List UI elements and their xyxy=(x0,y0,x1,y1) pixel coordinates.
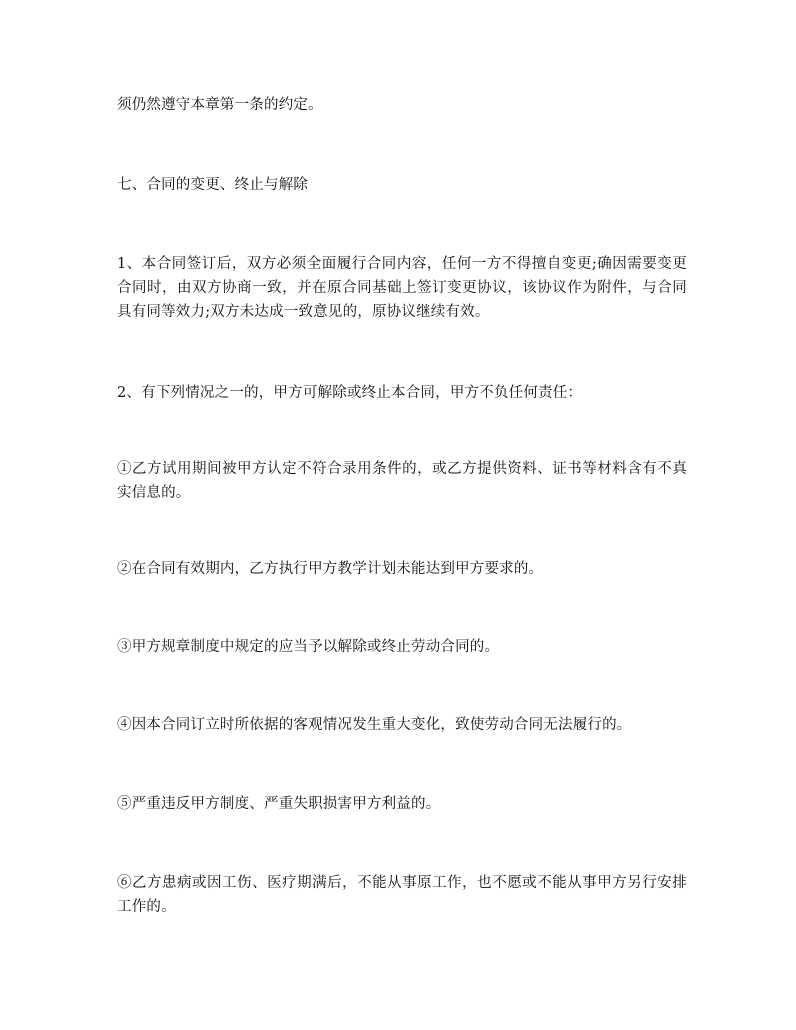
section-heading: 七、合同的变更、终止与解除 xyxy=(117,177,309,193)
list-item-6: ⑥乙方患病或因工伤、医疗期满后，不能从事原工作，也不愿或不能从事甲方另行安排工作的。 xyxy=(117,875,687,915)
paragraph-clause-1: 1、本合同签订后，双方必须全面履行合同内容，任何一方不得擅自变更;确因需要变更合同时，由双方协商一致，并在原合同基础上签订变更协议，该协议作为附件，与合同具有同等效力;双方未达成一致意见的，原协议继续有效。 xyxy=(117,256,687,320)
paragraph-clause-2: 2、有下列情况之一的，甲方可解除或终止本合同，甲方不负任何责任： xyxy=(117,385,583,401)
list-item-5: ⑤严重违反甲方制度、严重失职损害甲方利益的。 xyxy=(117,796,441,812)
list-item-4: ④因本合同订立时所依据的客观情况发生重大变化，致使劳动合同无法履行的。 xyxy=(117,717,632,733)
paragraph-continuation: 须仍然遵守本章第一条的约定。 xyxy=(117,97,323,113)
list-item-2: ②在合同有效期内，乙方执行甲方教学计划未能达到甲方要求的。 xyxy=(117,561,544,577)
list-item-1: ①乙方试用期间被甲方认定不符合录用条件的，或乙方提供资料、证书等材料含有不真实信息的。 xyxy=(117,461,687,501)
list-item-3: ③甲方规章制度中规定的应当予以解除或终止劳动合同的。 xyxy=(117,639,500,655)
